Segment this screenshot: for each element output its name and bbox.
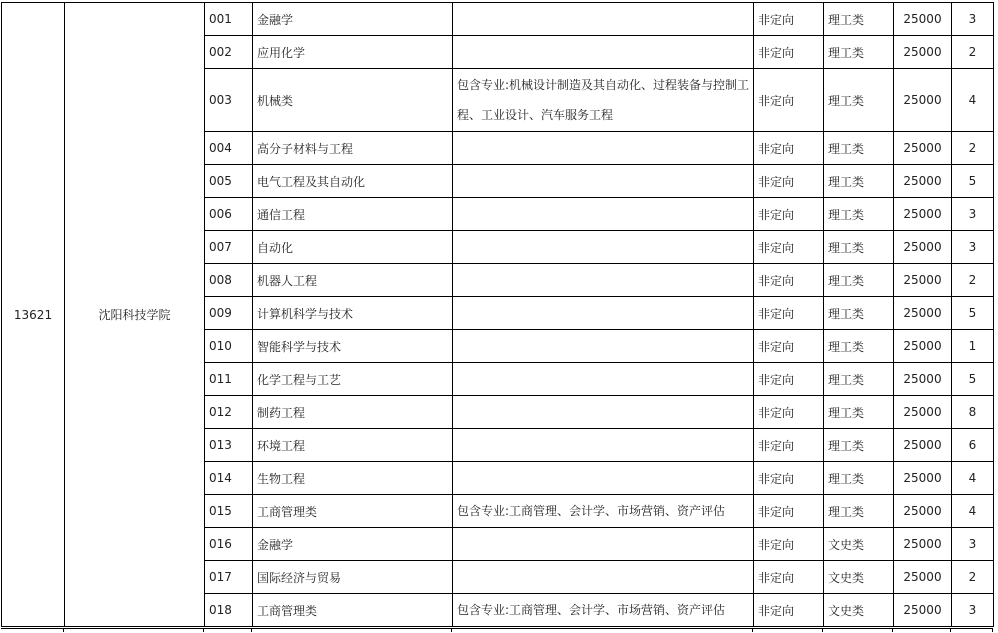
orientation-cell: 非定向	[754, 231, 824, 264]
major-number-cell: 003	[205, 69, 253, 132]
quota-cell: 5	[952, 363, 994, 396]
quota-cell: 8	[952, 396, 994, 429]
major-note-cell	[453, 36, 754, 69]
major-name-cell: 通信工程	[253, 198, 453, 231]
major-note-cell	[453, 528, 754, 561]
next-row-divider	[822, 628, 823, 632]
major-number-cell: 010	[205, 330, 253, 363]
tuition-cell: 25000	[894, 429, 952, 462]
major-number-cell: 018	[205, 594, 253, 627]
tuition-cell: 25000	[894, 297, 952, 330]
category-cell: 理工类	[824, 429, 894, 462]
next-row-divider	[251, 628, 252, 632]
major-number-cell: 007	[205, 231, 253, 264]
quota-cell: 2	[952, 132, 994, 165]
category-cell: 理工类	[824, 165, 894, 198]
major-number-cell: 011	[205, 363, 253, 396]
quota-cell: 2	[952, 36, 994, 69]
orientation-cell: 非定向	[754, 165, 824, 198]
major-name-cell: 高分子材料与工程	[253, 132, 453, 165]
quota-cell: 6	[952, 429, 994, 462]
quota-cell: 2	[952, 561, 994, 594]
category-cell: 理工类	[824, 363, 894, 396]
quota-cell: 4	[952, 462, 994, 495]
major-note-cell	[453, 297, 754, 330]
tuition-cell: 25000	[894, 561, 952, 594]
orientation-cell: 非定向	[754, 528, 824, 561]
next-row-divider	[451, 628, 452, 632]
major-name-cell: 工商管理类	[253, 495, 453, 528]
major-number-cell: 002	[205, 36, 253, 69]
orientation-cell: 非定向	[754, 495, 824, 528]
major-note-cell	[453, 132, 754, 165]
major-name-cell: 国际经济与贸易	[253, 561, 453, 594]
major-name-cell: 电气工程及其自动化	[253, 165, 453, 198]
major-name-cell: 应用化学	[253, 36, 453, 69]
category-cell: 理工类	[824, 231, 894, 264]
major-note-cell	[453, 264, 754, 297]
major-note-cell	[453, 396, 754, 429]
quota-cell: 3	[952, 198, 994, 231]
quota-cell: 5	[952, 297, 994, 330]
major-note-cell: 包含专业:工商管理、会计学、市场营销、资产评估	[453, 495, 754, 528]
major-note-cell	[453, 561, 754, 594]
major-number-cell: 015	[205, 495, 253, 528]
major-name-cell: 金融学	[253, 528, 453, 561]
orientation-cell: 非定向	[754, 264, 824, 297]
tuition-cell: 25000	[894, 165, 952, 198]
orientation-cell: 非定向	[754, 3, 824, 36]
orientation-cell: 非定向	[754, 363, 824, 396]
major-note-cell	[453, 231, 754, 264]
quota-cell: 1	[952, 330, 994, 363]
orientation-cell: 非定向	[754, 36, 824, 69]
orientation-cell: 非定向	[754, 462, 824, 495]
orientation-cell: 非定向	[754, 198, 824, 231]
category-cell: 文史类	[824, 528, 894, 561]
tuition-cell: 25000	[894, 198, 952, 231]
category-cell: 理工类	[824, 495, 894, 528]
category-cell: 文史类	[824, 561, 894, 594]
major-number-cell: 006	[205, 198, 253, 231]
orientation-cell: 非定向	[754, 594, 824, 627]
major-number-cell: 012	[205, 396, 253, 429]
category-cell: 理工类	[824, 198, 894, 231]
major-name-cell: 环境工程	[253, 429, 453, 462]
quota-cell: 2	[952, 264, 994, 297]
quota-cell: 4	[952, 495, 994, 528]
category-cell: 理工类	[824, 69, 894, 132]
major-note-cell	[453, 363, 754, 396]
orientation-cell: 非定向	[754, 330, 824, 363]
next-row-divider	[992, 628, 993, 632]
quota-cell: 3	[952, 528, 994, 561]
orientation-cell: 非定向	[754, 396, 824, 429]
tuition-cell: 25000	[894, 462, 952, 495]
major-name-cell: 自动化	[253, 231, 453, 264]
quota-cell: 5	[952, 165, 994, 198]
major-number-cell: 013	[205, 429, 253, 462]
category-cell: 理工类	[824, 462, 894, 495]
major-name-cell: 金融学	[253, 3, 453, 36]
quota-cell: 4	[952, 69, 994, 132]
tuition-cell: 25000	[894, 69, 952, 132]
major-note-cell	[453, 330, 754, 363]
major-number-cell: 001	[205, 3, 253, 36]
major-name-cell: 机器人工程	[253, 264, 453, 297]
category-cell: 文史类	[824, 594, 894, 627]
tuition-cell: 25000	[894, 264, 952, 297]
tuition-cell: 25000	[894, 231, 952, 264]
category-cell: 理工类	[824, 3, 894, 36]
quota-cell: 3	[952, 594, 994, 627]
tuition-cell: 25000	[894, 495, 952, 528]
tuition-cell: 25000	[894, 528, 952, 561]
next-row-divider	[752, 628, 753, 632]
tuition-cell: 25000	[894, 594, 952, 627]
major-name-cell: 机械类	[253, 69, 453, 132]
major-number-cell: 008	[205, 264, 253, 297]
major-note-cell	[453, 462, 754, 495]
next-row-divider	[950, 628, 951, 632]
category-cell: 理工类	[824, 396, 894, 429]
major-number-cell: 009	[205, 297, 253, 330]
next-row-divider	[63, 628, 64, 632]
major-note-cell	[453, 198, 754, 231]
institution-code-cell: 13621	[2, 3, 65, 627]
quota-cell: 3	[952, 3, 994, 36]
major-note-cell: 包含专业:机械设计制造及其自动化、过程装备与控制工程、工业设计、汽车服务工程	[453, 69, 754, 132]
table-row	[2, 3, 994, 36]
major-name-cell: 智能科学与技术	[253, 330, 453, 363]
orientation-cell: 非定向	[754, 297, 824, 330]
tuition-cell: 25000	[894, 36, 952, 69]
tuition-cell: 25000	[894, 396, 952, 429]
orientation-cell: 非定向	[754, 132, 824, 165]
major-name-cell: 化学工程与工艺	[253, 363, 453, 396]
admissions-table	[1, 2, 994, 627]
institution-name-cell: 沈阳科技学院	[65, 3, 205, 627]
major-number-cell: 004	[205, 132, 253, 165]
major-name-cell: 生物工程	[253, 462, 453, 495]
category-cell: 理工类	[824, 132, 894, 165]
major-note-cell	[453, 165, 754, 198]
major-name-cell: 制药工程	[253, 396, 453, 429]
orientation-cell: 非定向	[754, 561, 824, 594]
major-note-cell	[453, 3, 754, 36]
tuition-cell: 25000	[894, 132, 952, 165]
quota-cell: 3	[952, 231, 994, 264]
category-cell: 理工类	[824, 36, 894, 69]
major-note-cell	[453, 429, 754, 462]
table-body	[2, 3, 994, 627]
category-cell: 理工类	[824, 297, 894, 330]
orientation-cell: 非定向	[754, 429, 824, 462]
tuition-cell: 25000	[894, 363, 952, 396]
tuition-cell: 25000	[894, 330, 952, 363]
major-number-cell: 014	[205, 462, 253, 495]
orientation-cell: 非定向	[754, 69, 824, 132]
major-name-cell: 工商管理类	[253, 594, 453, 627]
next-table-row-edge	[1, 628, 993, 633]
category-cell: 理工类	[824, 330, 894, 363]
major-number-cell: 017	[205, 561, 253, 594]
major-name-cell: 计算机科学与技术	[253, 297, 453, 330]
next-row-divider	[892, 628, 893, 632]
next-row-divider	[203, 628, 204, 632]
major-number-cell: 005	[205, 165, 253, 198]
major-note-cell: 包含专业:工商管理、会计学、市场营销、资产评估	[453, 594, 754, 627]
category-cell: 理工类	[824, 264, 894, 297]
major-number-cell: 016	[205, 528, 253, 561]
tuition-cell: 25000	[894, 3, 952, 36]
